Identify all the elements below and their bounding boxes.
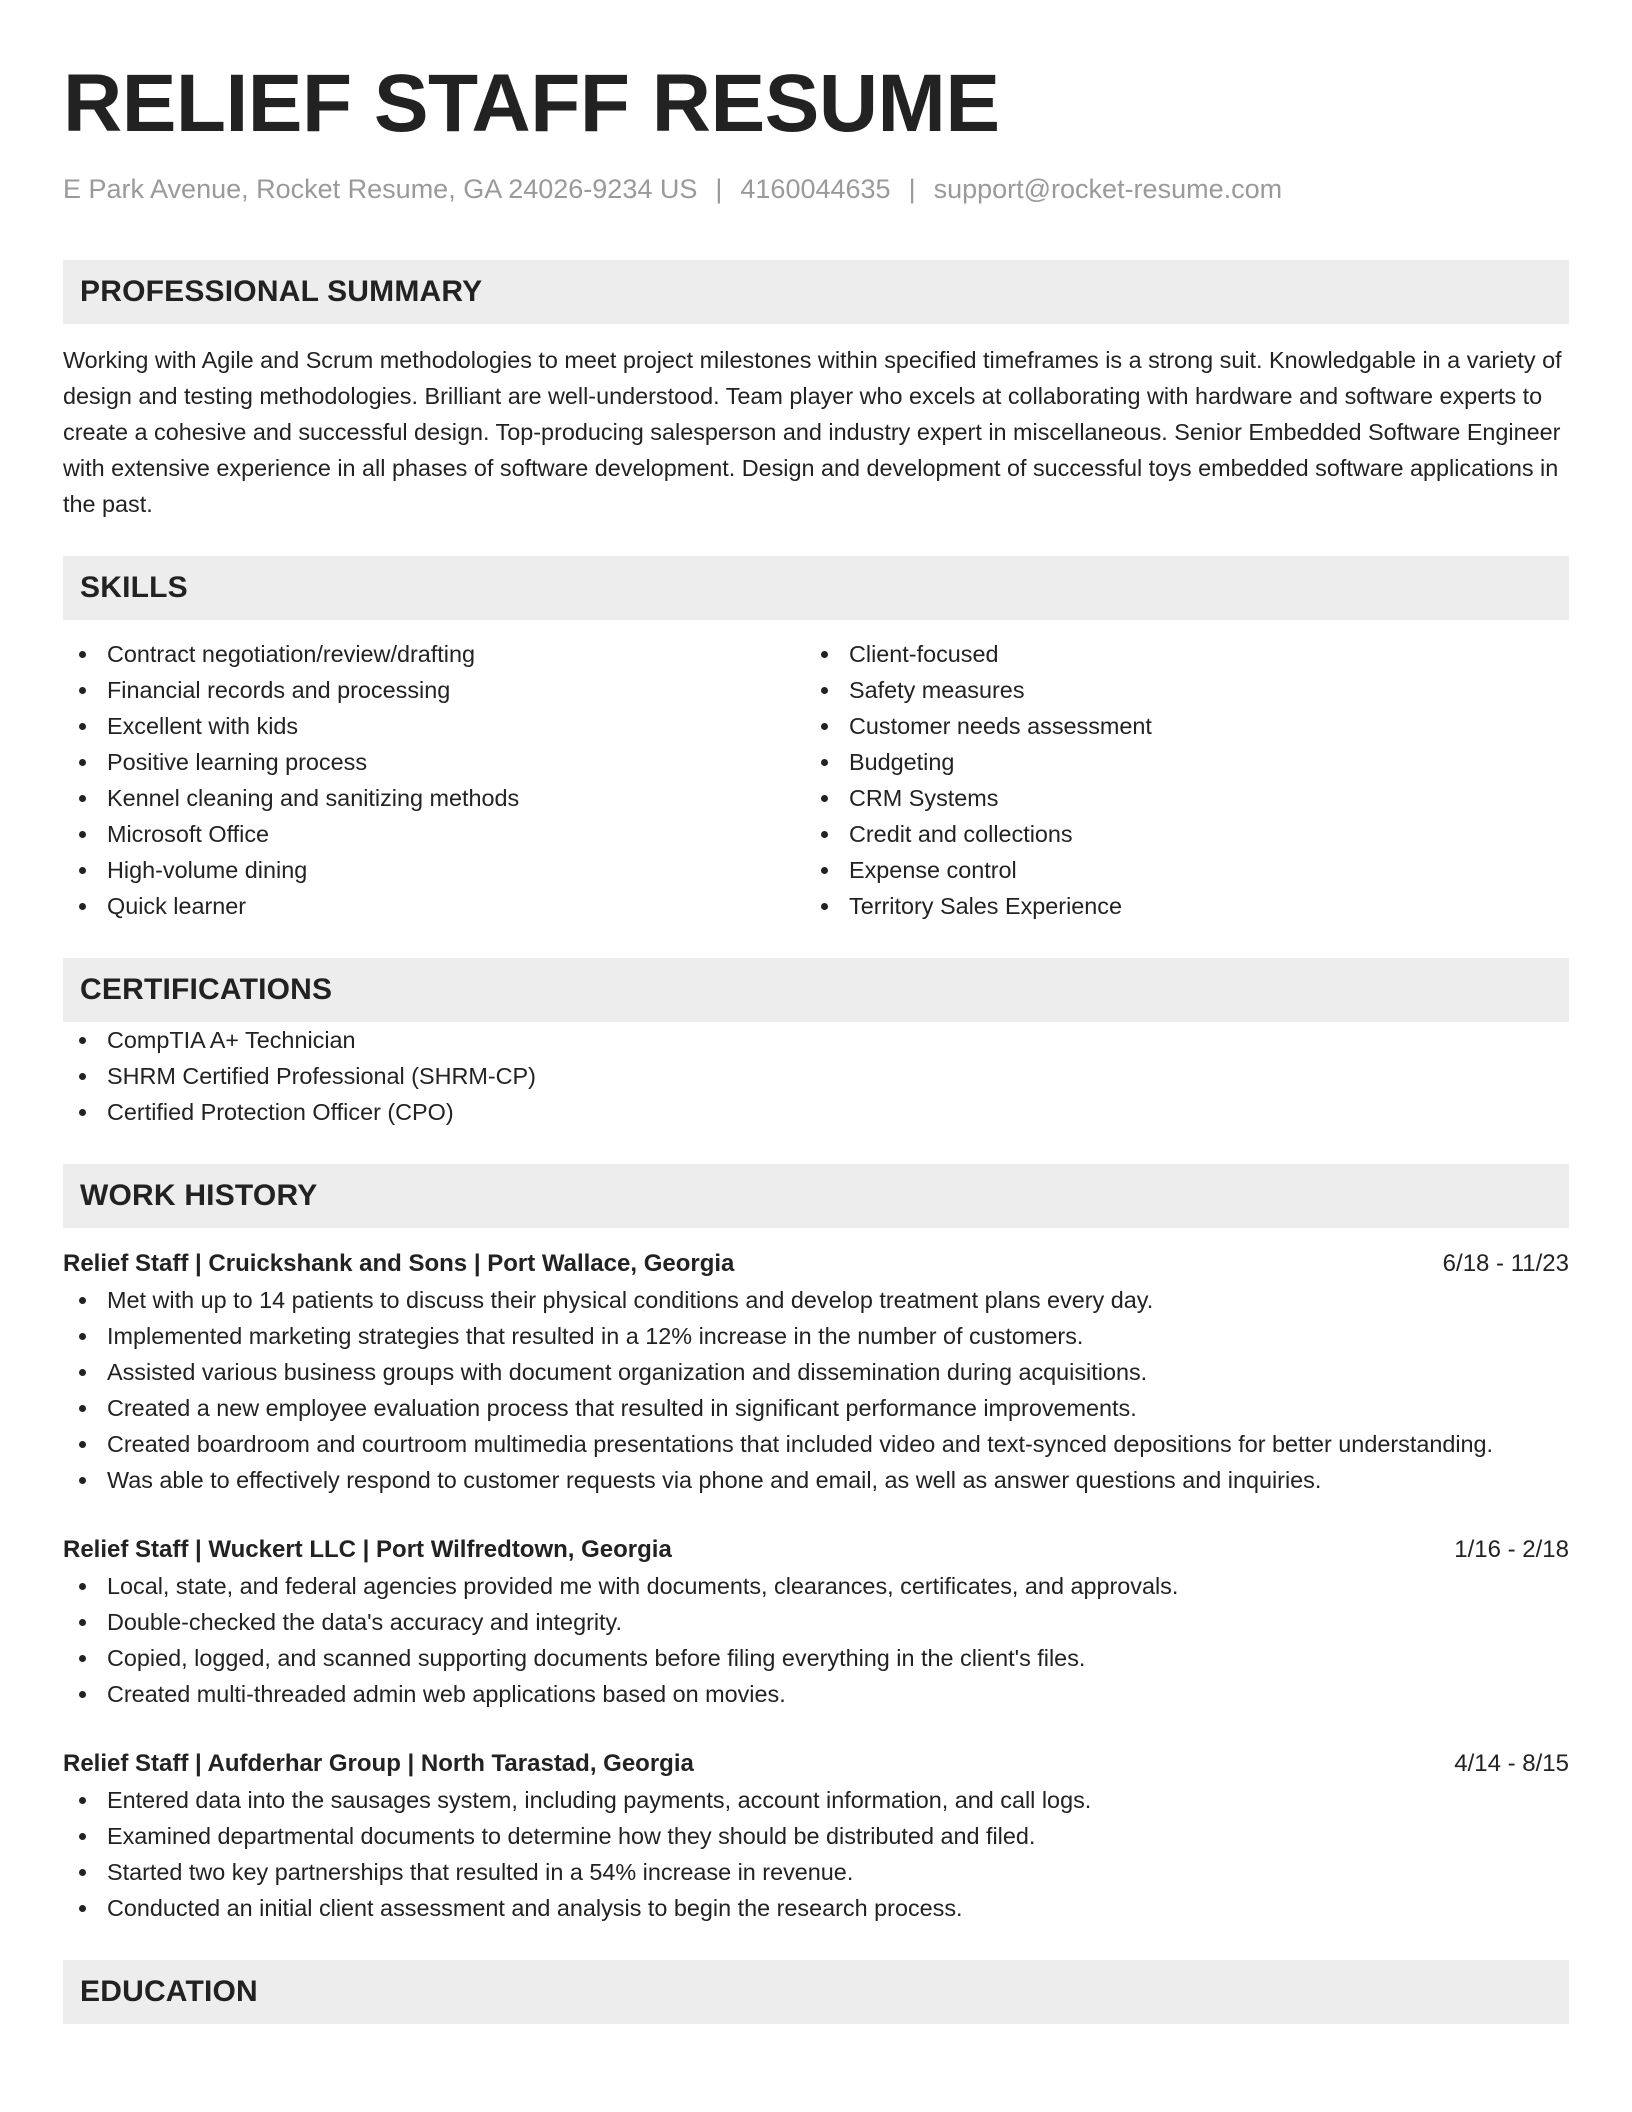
job-dates: 4/14 - 8/15 bbox=[1454, 1750, 1569, 1777]
job-bullet: Implemented marketing strategies that resulted in a 12% increase in the number of customers. bbox=[63, 1318, 1569, 1354]
contact-separator: | bbox=[908, 174, 916, 204]
job-bullet: Examined departmental documents to determine how they should be distributed and filed. bbox=[63, 1818, 1569, 1854]
job-bullet: Started two key partnerships that resulted in a 54% increase in revenue. bbox=[63, 1854, 1569, 1890]
skill-item: Customer needs assessment bbox=[805, 708, 1547, 744]
skill-item: Financial records and processing bbox=[63, 672, 805, 708]
skill-item: Positive learning process bbox=[63, 744, 805, 780]
skill-item: Quick learner bbox=[63, 888, 805, 924]
contact-line bbox=[63, 172, 1569, 206]
job-bullet: Conducted an initial client assessment and analysis to begin the research process. bbox=[63, 1890, 1569, 1926]
job-entry bbox=[63, 1532, 1569, 1712]
job-bullet: Assisted various business groups with document organization and dissemination during acquisitions. bbox=[63, 1354, 1569, 1390]
job-bullet: Created a new employee evaluation process that resulted in significant performance improvements. bbox=[63, 1390, 1569, 1426]
skill-item: Contract negotiation/review/drafting bbox=[63, 636, 805, 672]
section-header-summary: PROFESSIONAL SUMMARY bbox=[63, 260, 1569, 324]
job-entry bbox=[63, 1246, 1569, 1498]
certifications-list bbox=[63, 1022, 1569, 1130]
email: support@rocket-resume.com bbox=[933, 174, 1283, 204]
certification-item: CompTIA A+ Technician bbox=[63, 1022, 1569, 1058]
job-title: Relief Staff | Cruickshank and Sons | Port Wallace, Georgia bbox=[63, 1250, 735, 1277]
skills-column-left bbox=[63, 636, 805, 924]
job-title: Relief Staff | Aufderhar Group | North Tarastad, Georgia bbox=[63, 1750, 694, 1777]
section-header-education: EDUCATION bbox=[63, 1960, 1569, 2024]
section-header-certifications: CERTIFICATIONS bbox=[63, 958, 1569, 1022]
job-bullet-list bbox=[63, 1568, 1569, 1712]
section-header-work-history: WORK HISTORY bbox=[63, 1164, 1569, 1228]
skill-item: Safety measures bbox=[805, 672, 1547, 708]
job-bullet: Copied, logged, and scanned supporting documents before filing everything in the client's files. bbox=[63, 1640, 1569, 1676]
job-header bbox=[63, 1746, 1569, 1782]
skills-column-right bbox=[805, 636, 1547, 924]
skill-item: Expense control bbox=[805, 852, 1547, 888]
address: E Park Avenue, Rocket Resume, GA 24026-9234 US bbox=[63, 174, 698, 204]
job-bullet: Created boardroom and courtroom multimedia presentations that included video and text-synced depositions for better understanding. bbox=[63, 1426, 1569, 1462]
certification-item: Certified Protection Officer (CPO) bbox=[63, 1094, 1569, 1130]
skill-item: Microsoft Office bbox=[63, 816, 805, 852]
job-header bbox=[63, 1532, 1569, 1568]
section-header-skills: SKILLS bbox=[63, 556, 1569, 620]
job-bullet: Double-checked the data's accuracy and integrity. bbox=[63, 1604, 1569, 1640]
job-bullet-list bbox=[63, 1282, 1569, 1498]
job-bullet: Met with up to 14 patients to discuss their physical conditions and develop treatment plans every day. bbox=[63, 1282, 1569, 1318]
job-title: Relief Staff | Wuckert LLC | Port Wilfredtown, Georgia bbox=[63, 1536, 672, 1563]
skills-columns bbox=[63, 636, 1569, 924]
job-bullet: Entered data into the sausages system, including payments, account information, and call logs. bbox=[63, 1782, 1569, 1818]
job-bullet-list bbox=[63, 1782, 1569, 1926]
job-entry bbox=[63, 1746, 1569, 1926]
contact-separator: | bbox=[715, 174, 723, 204]
resume-title: RELIEF STAFF RESUME bbox=[63, 58, 1000, 149]
skill-item: Client-focused bbox=[805, 636, 1547, 672]
skill-item: Territory Sales Experience bbox=[805, 888, 1547, 924]
phone: 4160044635 bbox=[740, 174, 891, 204]
skill-item: CRM Systems bbox=[805, 780, 1547, 816]
skills-list-left bbox=[63, 636, 805, 924]
skill-item: Excellent with kids bbox=[63, 708, 805, 744]
job-dates: 6/18 - 11/23 bbox=[1442, 1250, 1569, 1277]
summary-text: Working with Agile and Scrum methodologies to meet project milestones within specified timeframes is a strong suit. Knowledgable in a variety of design and testing methodologies. Brilliant are well-understood. Team player who excels at collaborating with hardware and software experts to create a cohesive and successful design. Top-producing salesperson and industry expert in miscellaneous. Senior Embedded Software Engineer with extensive experience in all phases of software development. Design and development of successful toys embedded software applications in the past. bbox=[63, 347, 1562, 517]
skill-item: Budgeting bbox=[805, 744, 1547, 780]
job-bullet: Local, state, and federal agencies provided me with documents, clearances, certificates, and approvals. bbox=[63, 1568, 1569, 1604]
skill-item: Kennel cleaning and sanitizing methods bbox=[63, 780, 805, 816]
job-bullet: Was able to effectively respond to customer requests via phone and email, as well as answer questions and inquiries. bbox=[63, 1462, 1569, 1498]
job-header bbox=[63, 1246, 1569, 1282]
job-dates: 1/16 - 2/18 bbox=[1454, 1536, 1569, 1563]
certification-item: SHRM Certified Professional (SHRM-CP) bbox=[63, 1058, 1569, 1094]
skill-item: Credit and collections bbox=[805, 816, 1547, 852]
job-bullet: Created multi-threaded admin web applications based on movies. bbox=[63, 1676, 1569, 1712]
skill-item: High-volume dining bbox=[63, 852, 805, 888]
skills-list-right bbox=[805, 636, 1547, 924]
